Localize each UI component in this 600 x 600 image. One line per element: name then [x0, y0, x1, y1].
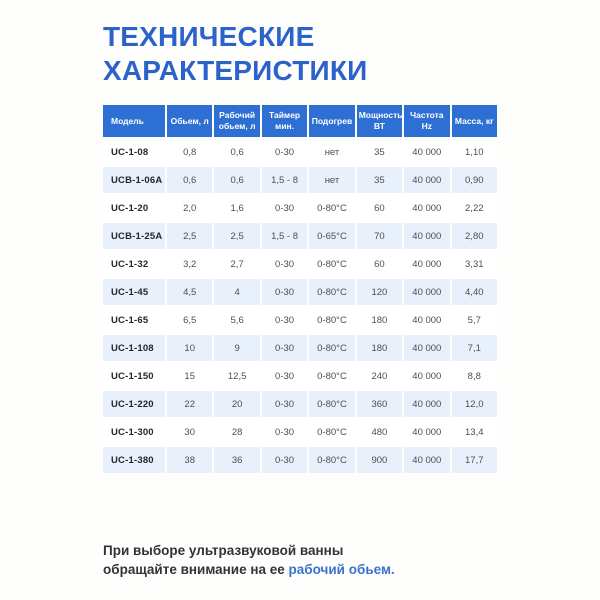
value-cell: 0-30: [262, 195, 307, 221]
value-cell: 13,4: [452, 419, 497, 445]
value-cell: 22: [167, 391, 212, 417]
column-header: Таймер мин.: [262, 105, 307, 137]
value-cell: 1,6: [214, 195, 259, 221]
model-cell: UCB-1-25A: [103, 223, 165, 249]
value-cell: 40 000: [404, 307, 449, 333]
spec-table-header: [103, 105, 497, 137]
value-cell: 40 000: [404, 251, 449, 277]
footnote-line1: При выборе ультразвуковой ванны: [103, 543, 344, 558]
value-cell: 0-65°C: [309, 223, 354, 249]
page-title: [103, 20, 367, 87]
value-cell: 36: [214, 447, 259, 473]
table-row: [103, 307, 497, 333]
value-cell: 0-80°C: [309, 391, 354, 417]
model-cell: UC-1-32: [103, 251, 165, 277]
value-cell: 1,5 - 8: [262, 223, 307, 249]
value-cell: 0,8: [167, 139, 212, 165]
table-row: [103, 139, 497, 165]
model-cell: UC-1-300: [103, 419, 165, 445]
value-cell: 3,2: [167, 251, 212, 277]
column-header: Подогрев: [309, 105, 354, 137]
table-row: [103, 167, 497, 193]
value-cell: 5,7: [452, 307, 497, 333]
value-cell: 2,7: [214, 251, 259, 277]
value-cell: 180: [357, 307, 402, 333]
value-cell: 38: [167, 447, 212, 473]
value-cell: 40 000: [404, 279, 449, 305]
value-cell: 40 000: [404, 195, 449, 221]
value-cell: 0,6: [167, 167, 212, 193]
value-cell: 40 000: [404, 447, 449, 473]
value-cell: 0-30: [262, 447, 307, 473]
value-cell: 0-30: [262, 391, 307, 417]
value-cell: 0-80°C: [309, 279, 354, 305]
model-cell: UC-1-65: [103, 307, 165, 333]
footnote-line2: [103, 560, 395, 579]
value-cell: 0-80°C: [309, 335, 354, 361]
model-cell: UC-1-380: [103, 447, 165, 473]
model-cell: UC-1-150: [103, 363, 165, 389]
value-cell: 1,10: [452, 139, 497, 165]
table-row: [103, 251, 497, 277]
spec-table-body: [103, 139, 497, 473]
page-title-line2: ХАРАКТЕРИСТИКИ: [103, 54, 368, 86]
value-cell: 240: [357, 363, 402, 389]
value-cell: 2,0: [167, 195, 212, 221]
column-header: Обьем, л: [167, 105, 212, 137]
spec-table: [101, 103, 499, 475]
value-cell: 0,6: [214, 167, 259, 193]
value-cell: 0-30: [262, 363, 307, 389]
value-cell: 0-80°C: [309, 251, 354, 277]
footnote-highlight: рабочий обьем.: [288, 562, 395, 577]
value-cell: 0-80°C: [309, 419, 354, 445]
value-cell: 6,5: [167, 307, 212, 333]
value-cell: 10: [167, 335, 212, 361]
value-cell: 7,1: [452, 335, 497, 361]
value-cell: 3,31: [452, 251, 497, 277]
value-cell: 40 000: [404, 139, 449, 165]
value-cell: 2,5: [167, 223, 212, 249]
table-row: [103, 419, 497, 445]
value-cell: 9: [214, 335, 259, 361]
value-cell: 20: [214, 391, 259, 417]
value-cell: 0-80°C: [309, 447, 354, 473]
header-row: [103, 105, 497, 137]
value-cell: 40 000: [404, 391, 449, 417]
model-cell: UC-1-220: [103, 391, 165, 417]
value-cell: 0,90: [452, 167, 497, 193]
value-cell: 60: [357, 251, 402, 277]
value-cell: 4: [214, 279, 259, 305]
value-cell: 2,80: [452, 223, 497, 249]
value-cell: 40 000: [404, 419, 449, 445]
value-cell: 0-80°C: [309, 363, 354, 389]
column-header: Частота Hz: [404, 105, 449, 137]
value-cell: 15: [167, 363, 212, 389]
column-header: Масса, кг: [452, 105, 497, 137]
value-cell: 180: [357, 335, 402, 361]
value-cell: 0-30: [262, 419, 307, 445]
model-cell: UC-1-08: [103, 139, 165, 165]
value-cell: нет: [309, 167, 354, 193]
value-cell: 4,40: [452, 279, 497, 305]
value-cell: 40 000: [404, 363, 449, 389]
value-cell: 35: [357, 139, 402, 165]
value-cell: 40 000: [404, 335, 449, 361]
value-cell: 70: [357, 223, 402, 249]
value-cell: 4,5: [167, 279, 212, 305]
value-cell: 120: [357, 279, 402, 305]
value-cell: нет: [309, 139, 354, 165]
table-row: [103, 195, 497, 221]
footnote-line2-prefix: обращайте внимание на ее: [103, 562, 289, 577]
model-cell: UC-1-45: [103, 279, 165, 305]
table-row: [103, 335, 497, 361]
value-cell: 35: [357, 167, 402, 193]
value-cell: 1,5 - 8: [262, 167, 307, 193]
value-cell: 40 000: [404, 223, 449, 249]
value-cell: 5,6: [214, 307, 259, 333]
value-cell: 0-30: [262, 139, 307, 165]
column-header: Мощность ВТ: [357, 105, 402, 137]
column-header: Рабочий обьем, л: [214, 105, 259, 137]
model-cell: UC-1-20: [103, 195, 165, 221]
value-cell: 0,6: [214, 139, 259, 165]
value-cell: 40 000: [404, 167, 449, 193]
value-cell: 0-30: [262, 335, 307, 361]
value-cell: 0-80°C: [309, 307, 354, 333]
value-cell: 8,8: [452, 363, 497, 389]
value-cell: 2,5: [214, 223, 259, 249]
column-header: Модель: [103, 105, 165, 137]
table-row: [103, 391, 497, 417]
table-row: [103, 279, 497, 305]
value-cell: 12,5: [214, 363, 259, 389]
value-cell: 0-30: [262, 251, 307, 277]
value-cell: 30: [167, 419, 212, 445]
value-cell: 360: [357, 391, 402, 417]
value-cell: 0-30: [262, 307, 307, 333]
value-cell: 28: [214, 419, 259, 445]
table-row: [103, 223, 497, 249]
value-cell: 2,22: [452, 195, 497, 221]
value-cell: 0-30: [262, 279, 307, 305]
value-cell: 480: [357, 419, 402, 445]
model-cell: UC-1-108: [103, 335, 165, 361]
table-row: [103, 447, 497, 473]
model-cell: UCB-1-06A: [103, 167, 165, 193]
value-cell: 60: [357, 195, 402, 221]
value-cell: 900: [357, 447, 402, 473]
page-title-line1: ТЕХНИЧЕСКИЕ: [103, 21, 315, 52]
table-row: [103, 363, 497, 389]
value-cell: 0-80°C: [309, 195, 354, 221]
footnote: [103, 541, 395, 579]
value-cell: 12,0: [452, 391, 497, 417]
value-cell: 17,7: [452, 447, 497, 473]
